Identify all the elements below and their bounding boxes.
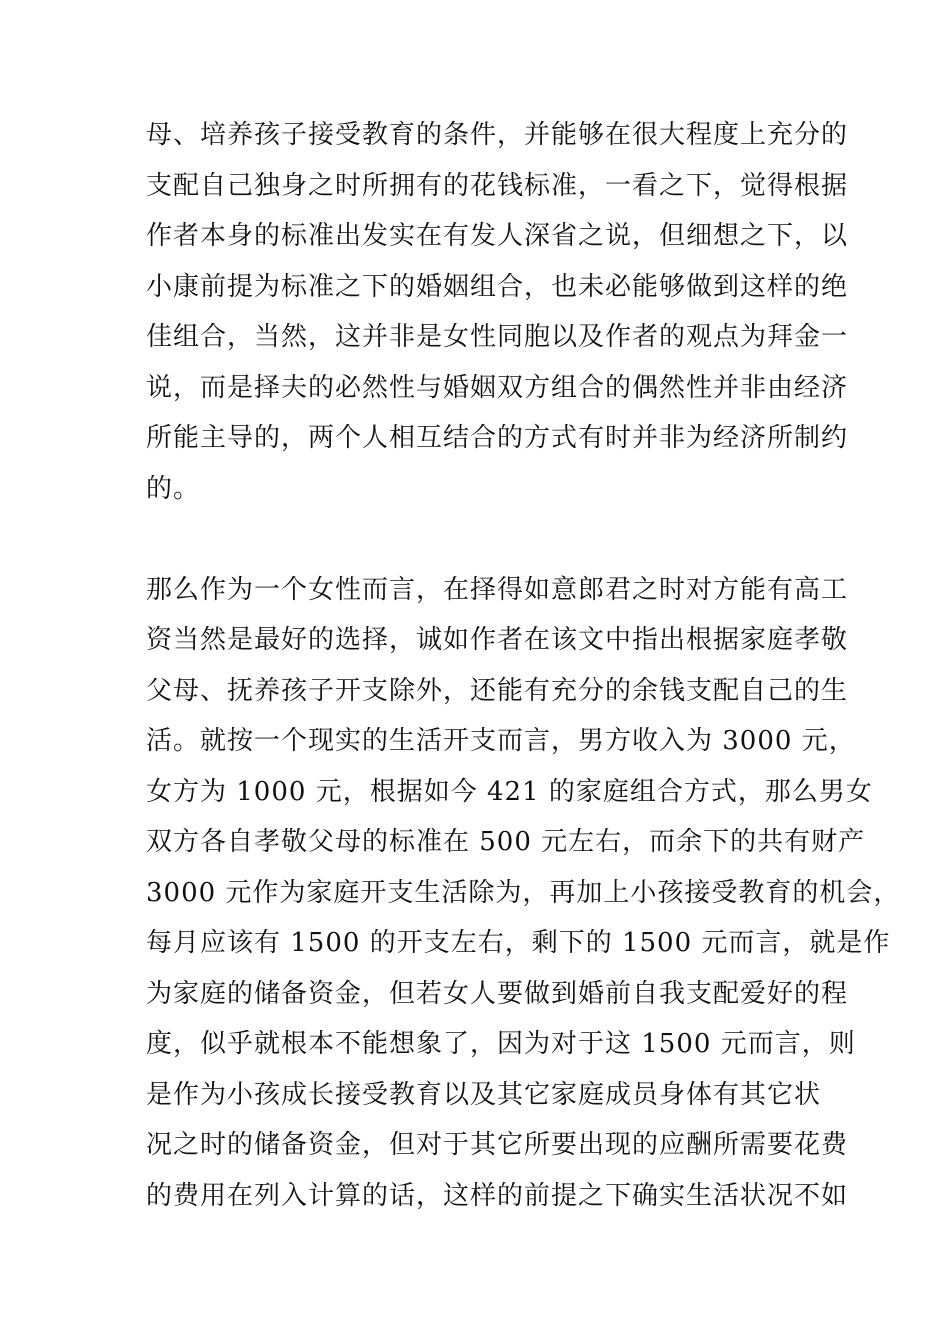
paragraph-line: 每月应该有 1500 的开支左右，剩下的 1500 元而言，就是作	[146, 928, 891, 958]
paragraph-1	[146, 110, 849, 514]
paragraph-line: 的。	[146, 473, 201, 504]
paragraph-line: 3000 元作为家庭开支生活除为，再加上小孩接受教育的机会，	[146, 877, 901, 908]
paragraph-line: 的费用在列入计算的话，这样的前提之下确实生活状况不如	[146, 1180, 849, 1211]
paragraph-line: 母、培养孩子接受教育的条件，并能够在很大程度上充分的	[146, 120, 849, 150]
paragraph-line: 那么作为一个女性而言，在择得如意郎君之时对方能有高工	[146, 574, 849, 605]
paragraph-spacer	[146, 514, 806, 565]
paragraph-line: 说，而是择夫的必然性与婚姻双方组合的偶然性并非由经济	[146, 372, 849, 403]
paragraph-line: 父母、抚养孩子开支除外，还能有充分的余钱支配自己的生	[146, 675, 849, 706]
paragraph-line: 支配自己独身之时所拥有的花钱标准，一看之下，觉得根据	[146, 170, 849, 201]
paragraph-line: 是作为小孩成长接受教育以及其它家庭成员身体有其它状	[146, 1079, 822, 1110]
paragraph-line: 资当然是最好的选择，诚如作者在该文中指出根据家庭孝敬	[146, 625, 849, 655]
paragraph-line: 度，似乎就根本不能想象了，因为对于这 1500 元而言，则	[146, 1029, 856, 1059]
paragraph-line: 作者本身的标准出发实在有发人深省之说，但细想之下，以	[146, 221, 849, 251]
paragraph-line: 活。就按一个现实的生活开支而言，男方收入为 3000 元，	[146, 726, 856, 756]
paragraph-2	[146, 565, 901, 1222]
document-body	[146, 110, 901, 1221]
paragraph-line: 况之时的储备资金，但对于其它所要出现的应酬所需要花费	[146, 1130, 849, 1160]
paragraph-line: 双方各自孝敬父母的标准在 500 元左右，而余下的共有财产	[146, 827, 866, 857]
paragraph-line: 女方为 1000 元，根据如今 421 的家庭组合方式，那么男女	[146, 776, 873, 807]
paragraph-line: 佳组合，当然，这并非是女性同胞以及作者的观点为拜金一	[146, 322, 849, 352]
paragraph-line: 所能主导的，两个人相互结合的方式有时并非为经济所制约	[146, 423, 849, 453]
paragraph-line: 小康前提为标准之下的婚姻组合，也未必能够做到这样的绝	[146, 271, 849, 302]
paragraph-line: 为家庭的储备资金，但若女人要做到婚前自我支配爱好的程	[146, 978, 849, 1009]
